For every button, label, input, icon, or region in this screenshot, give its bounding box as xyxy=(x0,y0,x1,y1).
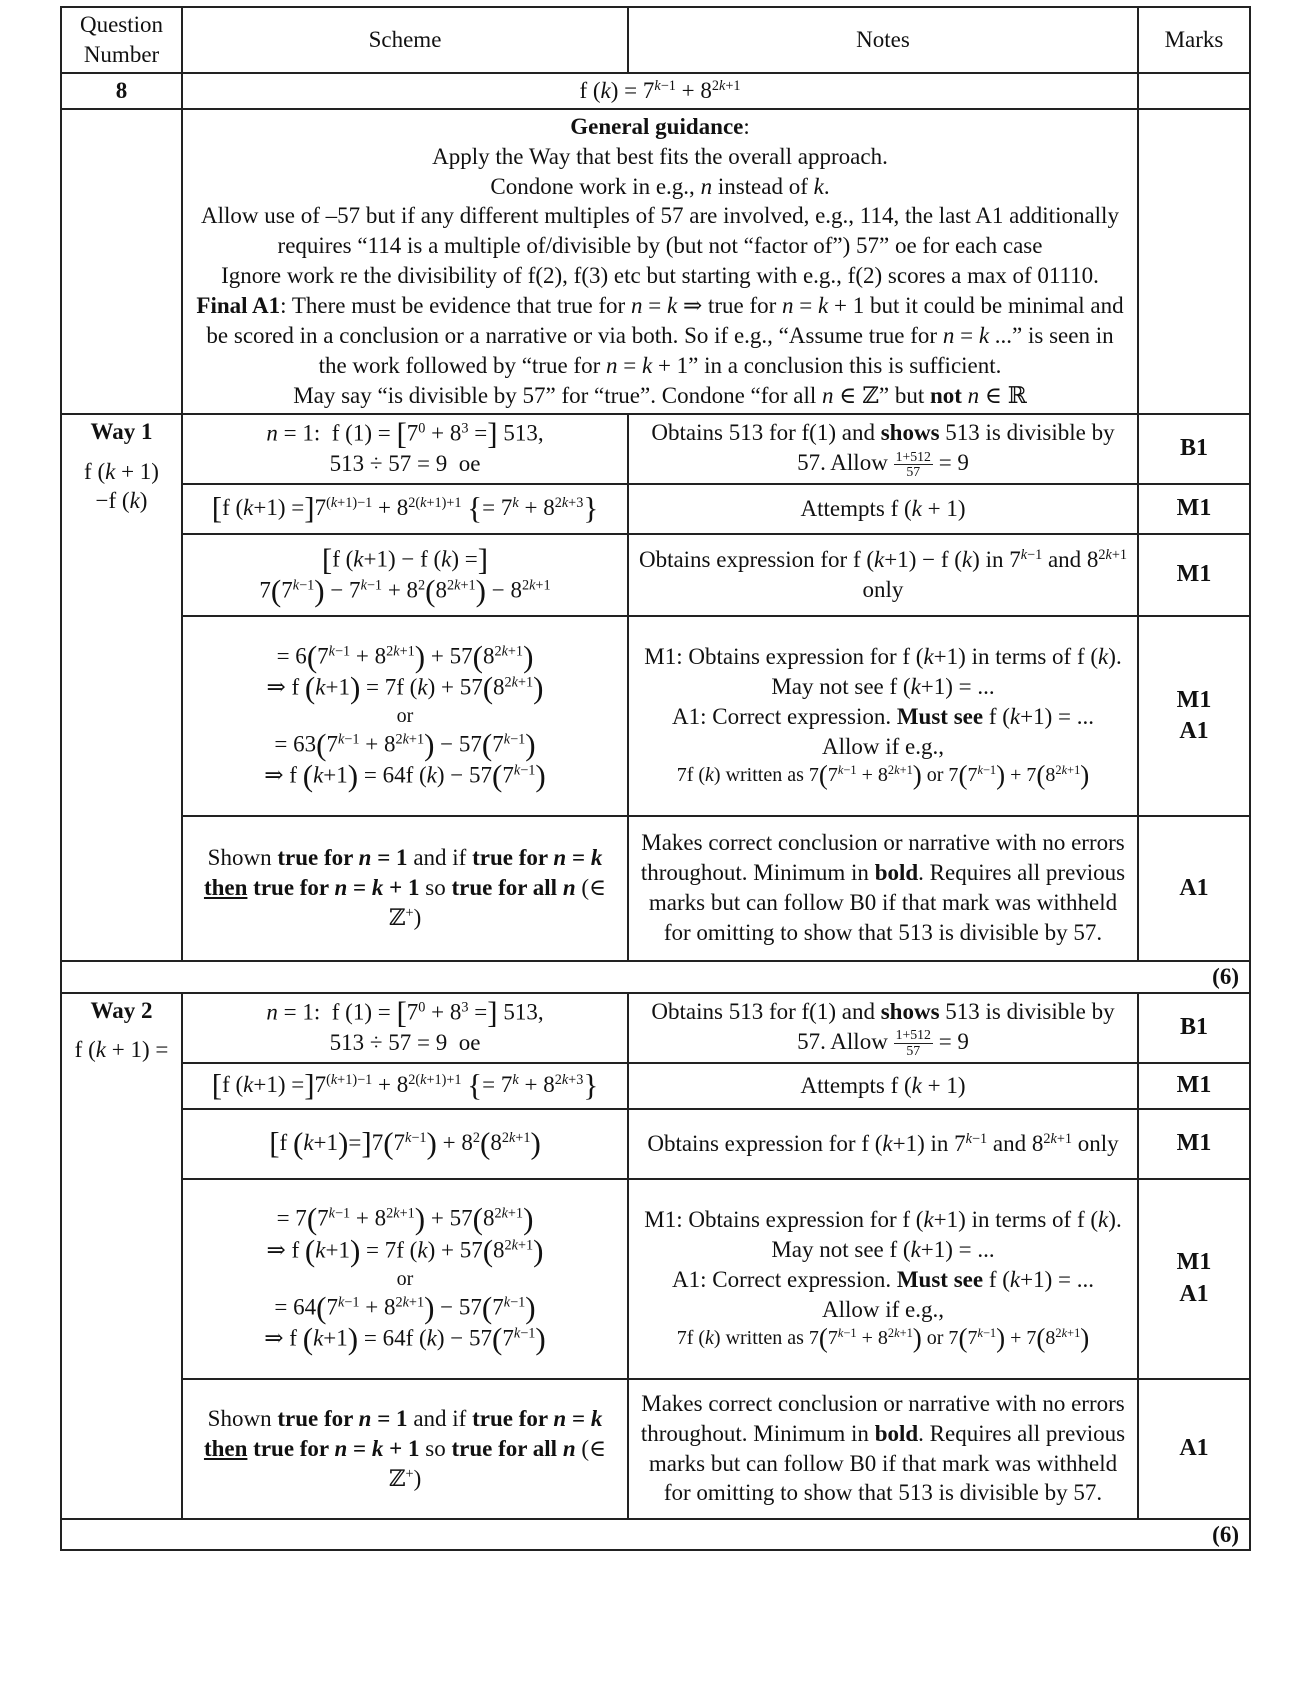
notes-cell: Attempts f (k + 1) xyxy=(628,484,1138,534)
way1-row-a1 xyxy=(61,816,1250,961)
guidance-last-line: May say “is divisible by 57” for “true”. Condone “for all n ∈ ℤ” but not n ∈ ℝ xyxy=(293,382,1027,408)
way2-total: (6) xyxy=(61,1519,1250,1551)
way1-sublabel: f (k + 1) xyxy=(84,458,159,484)
mark: M1 A1 xyxy=(1138,616,1250,816)
way2-row-m1 xyxy=(61,1063,1250,1109)
way2-label-cell xyxy=(61,993,182,1519)
way1-row-m1a1 xyxy=(61,616,1250,816)
header-notes: Notes xyxy=(628,7,1138,73)
way2-row-m1a1 xyxy=(61,1179,1250,1379)
guidance-row xyxy=(61,109,1250,414)
mark-scheme-table xyxy=(60,6,1251,1551)
way2-label: Way 2 xyxy=(90,997,153,1023)
notes-cell: M1: Obtains expression for f (k+1) in terms of f (k). May not see f (k+1) = ... A1: Correct expression. Must see f (k+1) = ... Allow if e.g., 7f (k) written as $7(7^{k-1} + 8^{2k+1})$ or $7(7^{k-1}) + 7(8^{2k+1})$ xyxy=(628,1179,1138,1379)
notes-cell: Obtains 513 for f(1) and shows 513 is divisible by 57. Allow $\frac{1+512}{57}$ = 9 xyxy=(628,993,1138,1063)
scheme-cell: [f $(k+1)=]7(7^{k-1}) + 8^2(8^{2k+1})$ xyxy=(182,1109,628,1179)
way2-sublabel: f (k + 1) = xyxy=(74,1037,169,1063)
question-number: 8 xyxy=(61,73,182,109)
notes-cell: M1: Obtains expression for f (k+1) in terms of f (k). May not see f (k+1) = ... A1: Correct expression. Must see f (k+1) = ... Allow if e.g., 7f (k) written as $7(7^{k-1} + 8^{2k+1})$ or $7(7^{k-1}) + 7(8^{2k+1})$ xyxy=(628,616,1138,816)
guidance-line: Apply the Way that best fits the overall approach. xyxy=(432,143,888,169)
mark: B1 xyxy=(1138,414,1250,484)
header-marks: Marks xyxy=(1138,7,1250,73)
header-row xyxy=(61,7,1250,73)
final-a1-guidance: Final A1: There must be evidence that true for n = k ⇒ true for n = k + 1 but it could be minimal and be scored in a conclusion or a narrative or via both. So if e.g., “Assume true for n = k ...” is seen in the work followed by “true for n = k + 1” in a conclusion this is sufficient. xyxy=(196,293,1124,378)
mark: A1 xyxy=(1138,816,1250,961)
way2-total-row xyxy=(61,1519,1250,1551)
scheme-cell: = $6(7^{k-1} + 8^{2k+1}) + 57(8^{2k+1})$ ⇒ f (k+1) = 7f $(k) + 57(8^{2k+1})$ or = $63(7^{k-1} + 8^{2k+1}) - 57(7^{k-1})$ ⇒ f (k+1) = 64f $(k) - 57(7^{k-1})$ xyxy=(182,616,628,816)
scheme-cell: n = 1: f $(1) = [7^0 + 8^3$ =] 513, 513 ÷ 57 = 9 oe xyxy=(182,414,628,484)
notes-cell: Attempts f (k + 1) xyxy=(628,1063,1138,1109)
guidance-line: Condone work in e.g., n instead of k. xyxy=(490,173,830,199)
mark: M1 xyxy=(1138,1109,1250,1179)
scheme-cell: = $7(7^{k-1} + 8^{2k+1}) + 57(8^{2k+1})$ ⇒ f (k+1) = 7f $(k) + 57(8^{2k+1})$ or = $64(7^{k-1} + 8^{2k+1}) - 57(7^{k-1})$ ⇒ f (k+1) = 64f $(k) - 57(7^{k-1})$ xyxy=(182,1179,628,1379)
notes-cell: Obtains 513 for f(1) and shows 513 is divisible by 57. Allow $\frac{1+512}{57}$ = 9 xyxy=(628,414,1138,484)
way1-row-m1 xyxy=(61,534,1250,616)
guidance-title: General guidance xyxy=(570,113,744,139)
way2-row-a1 xyxy=(61,1379,1250,1519)
scheme-cell: [f $(k+1) =]7^{(k+1)-1} + 8^{2(k+1)+1}$ {= $7^k + 8^{2k+3}$} xyxy=(182,484,628,534)
way1-total: (6) xyxy=(61,961,1250,993)
way1-row-b1 xyxy=(61,414,1250,484)
way1-total-row xyxy=(61,961,1250,993)
mark: M1 xyxy=(1138,1063,1250,1109)
way2-row-m1 xyxy=(61,1109,1250,1179)
notes-cell: Obtains expression for f (k+1) − f (k) in $7^{k-1}$ and $8^{2k+1}$ only xyxy=(628,534,1138,616)
way1-sublabel: −f (k) xyxy=(95,488,148,514)
guidance-line: Ignore work re the divisibility of f(2), f(3) etc but starting with e.g., f(2) scores a max of 01110. xyxy=(221,263,1099,289)
mark: M1 xyxy=(1138,484,1250,534)
function-definition: f $(k) = 7^{k-1} + 8^{2k+1}$ xyxy=(182,73,1138,109)
way2-row-b1 xyxy=(61,993,1250,1063)
header-scheme: Scheme xyxy=(182,7,628,73)
header-question-number: Question Number xyxy=(61,7,182,73)
scheme-cell: [f (k+1) − f (k) =] $7(7^{k-1}) - 7^{k-1} + 8^2(8^{2k+1}) - 8^{2k+1}$ xyxy=(182,534,628,616)
way1-label: Way 1 xyxy=(90,418,153,444)
notes-cell: Obtains expression for f (k+1) in $7^{k-1}$ and $8^{2k+1}$ only xyxy=(628,1109,1138,1179)
mark: M1 xyxy=(1138,534,1250,616)
way1-row-m1 xyxy=(61,484,1250,534)
general-guidance: General guidance: Apply the Way that best fits the overall approach. Condone work in e.g., n instead of k. Allow use of –57 but if any different multiples of 57 are involved, e.g., 114, the last A1 additionally requires “114 is a multiple of/divisible by (but not “factor of”) 57” oe for each case Ignore work re the divisibility of f(2), f(3) etc but starting with e.g., f(2) scores a max of 01110. Final A1: There must be evidence that true for n = k ⇒ true for n = k + 1 but it could be minimal and be scored in a conclusion or a narrative or via both. So if e.g., “Assume true for n = k ...” is seen in the work followed by “true for n = k + 1” in a conclusion this is sufficient. May say “is divisible by 57” for “true”. Condone “for all n ∈ ℤ” but not n ∈ ℝ xyxy=(182,109,1138,414)
notes-cell: Makes correct conclusion or narrative with no errors throughout. Minimum in bold. Requires all previous marks but can follow B0 if that mark was withheld for omitting to show that 513 is divisible by 57. xyxy=(628,1379,1138,1519)
mark: A1 xyxy=(1138,1379,1250,1519)
way1-label-cell xyxy=(61,414,182,961)
scheme-cell: Shown true for n = 1 and if true for n = k then true for n = k + 1 so true for all n (∈ ℤ+) xyxy=(182,816,628,961)
guidance-line: Allow use of –57 but if any different multiples of 57 are involved, e.g., 114, the last A1 additionally requires “114 is a multiple of/divisible by (but not “factor of”) 57” oe for each case xyxy=(201,203,1119,259)
question-row xyxy=(61,73,1250,109)
scheme-cell: n = 1: f $(1) = [7^0 + 8^3$ =] 513, 513 ÷ 57 = 9 oe xyxy=(182,993,628,1063)
notes-cell: Makes correct conclusion or narrative with no errors throughout. Minimum in bold. Requires all previous marks but can follow B0 if that mark was withheld for omitting to show that 513 is divisible by 57. xyxy=(628,816,1138,961)
mark: M1 A1 xyxy=(1138,1179,1250,1379)
scheme-cell: Shown true for n = 1 and if true for n = k then true for n = k + 1 so true for all n (∈ ℤ+) xyxy=(182,1379,628,1519)
mark: B1 xyxy=(1138,993,1250,1063)
scheme-cell: [f $(k+1) =]7^{(k+1)-1} + 8^{2(k+1)+1}$ {= $7^k + 8^{2k+3}$} xyxy=(182,1063,628,1109)
